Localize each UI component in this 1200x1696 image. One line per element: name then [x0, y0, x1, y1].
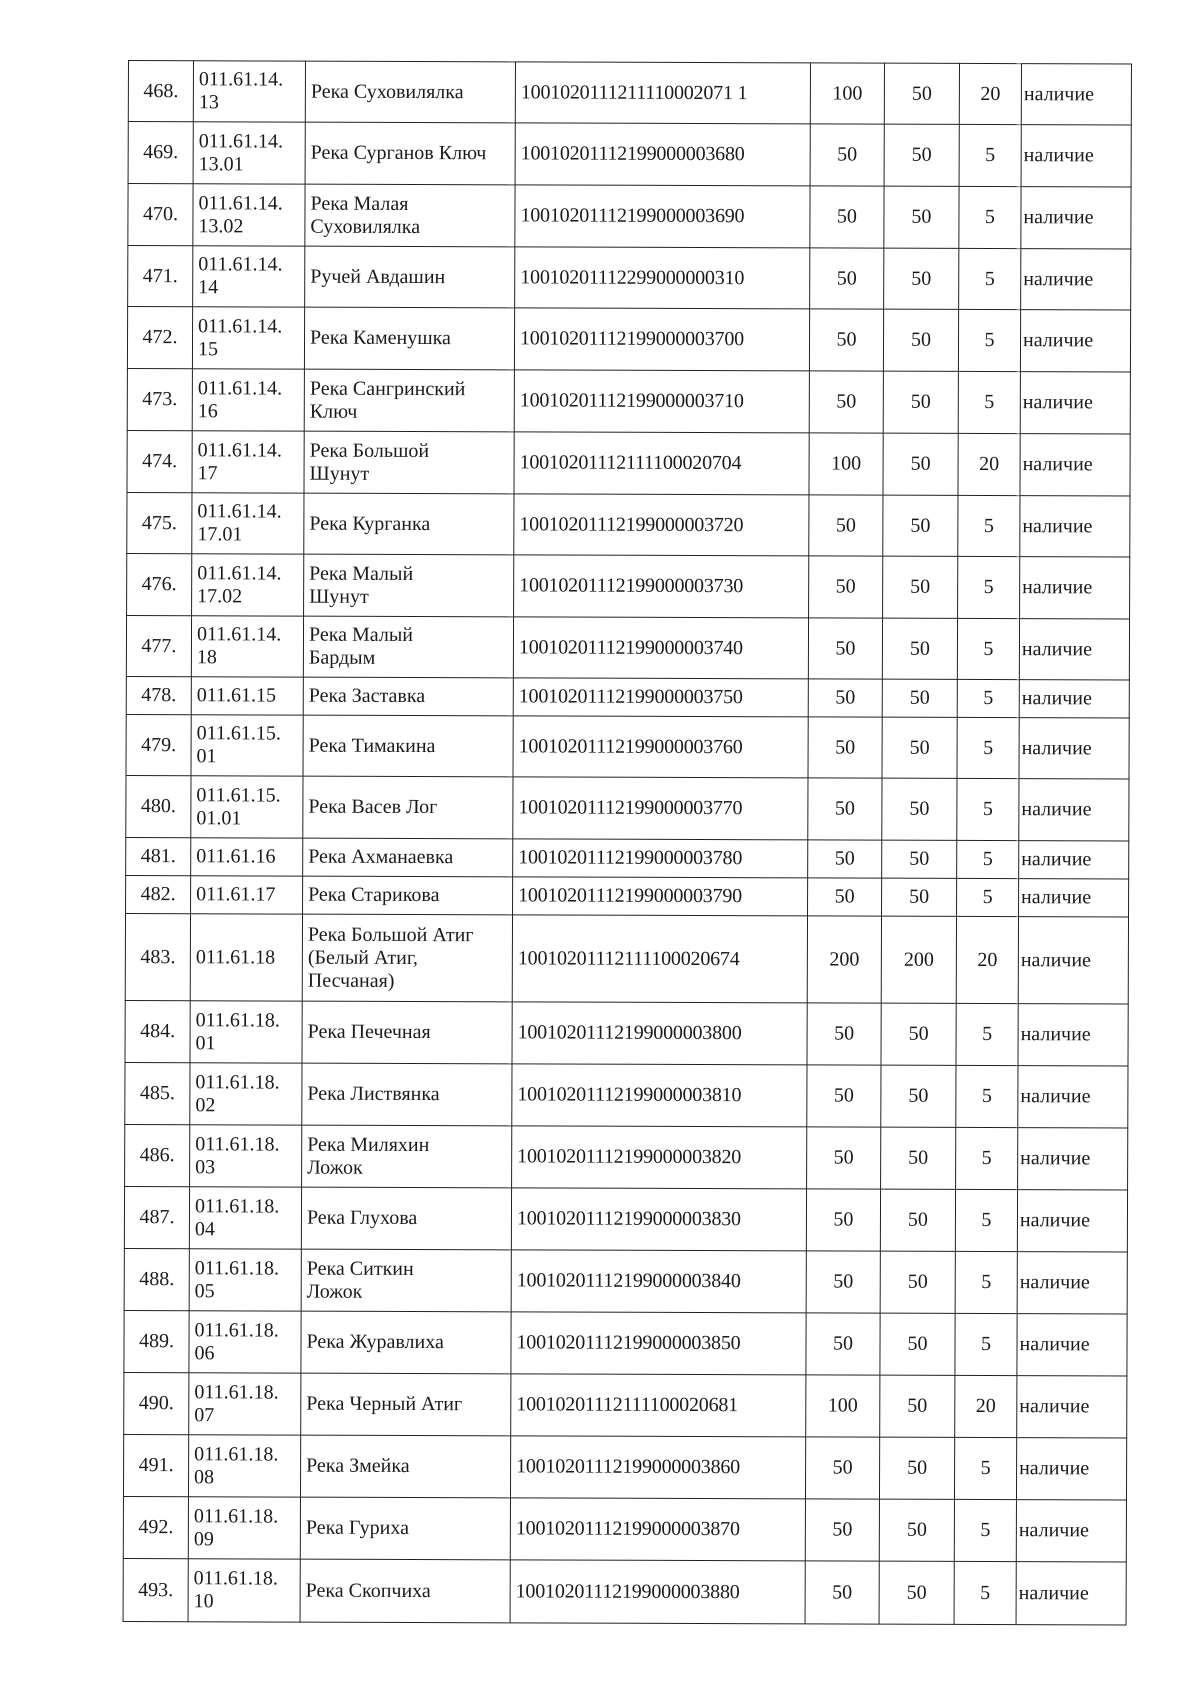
registry-id-cell: 10010201112199000003730 — [514, 555, 809, 618]
table-row — [125, 1124, 1128, 1190]
water-code-cell: 011.61.18. 06 — [189, 1311, 301, 1373]
table-row — [127, 307, 1130, 373]
value-b-cell: 50 — [882, 778, 957, 840]
registry-id-cell: 10010201112199000003800 — [512, 1002, 807, 1065]
row-number-cell: 471. — [128, 246, 193, 307]
row-number-cell: 492. — [123, 1496, 188, 1558]
water-body-name-cell: Река Курганка — [304, 493, 514, 555]
value-a-cell: 50 — [809, 309, 883, 371]
status-cell: наличие — [1020, 372, 1130, 434]
status-cell: наличие — [1019, 718, 1129, 779]
status-cell: наличие — [1021, 125, 1131, 187]
row-number-cell: 480. — [126, 775, 191, 837]
value-c-cell: 5 — [958, 556, 1020, 618]
value-c-cell: 5 — [956, 1127, 1018, 1189]
row-number-cell: 490. — [124, 1372, 189, 1434]
water-body-name-cell: Река Сурганов Ключ — [305, 122, 515, 185]
water-code-cell: 011.61.14. 17.02 — [192, 554, 304, 616]
value-a-cell: 50 — [808, 717, 882, 778]
water-body-name-cell: Река Змейка — [300, 1435, 510, 1498]
row-number-cell: 478. — [126, 676, 191, 714]
row-number-cell: 470. — [128, 184, 193, 246]
value-b-cell: 50 — [880, 1251, 955, 1313]
value-c-cell: 5 — [957, 840, 1019, 878]
registry-id-cell: 10010201112199000003710 — [514, 370, 809, 433]
water-code-cell: 011.61.18. 07 — [189, 1373, 301, 1435]
value-a-cell: 50 — [805, 1499, 879, 1561]
status-cell: наличие — [1017, 1190, 1127, 1252]
water-code-cell: 011.61.18. 05 — [189, 1249, 301, 1311]
row-number-cell: 473. — [127, 368, 192, 430]
value-b-cell: 50 — [880, 1189, 955, 1251]
registry-id-cell: 10010201112199000003830 — [511, 1188, 806, 1251]
status-cell: наличие — [1020, 557, 1130, 619]
row-number-cell: 472. — [127, 307, 192, 369]
water-body-name-cell: Река Малый Шунут — [304, 554, 514, 617]
water-body-name-cell: Река Журавлиха — [301, 1311, 511, 1374]
table-row — [125, 1062, 1128, 1128]
value-b-cell: 50 — [883, 433, 958, 495]
status-cell: наличие — [1019, 619, 1129, 680]
water-body-name-cell: Река Черный Атиг — [301, 1373, 511, 1436]
water-code-cell: 011.61.14. 18 — [191, 616, 303, 677]
value-c-cell: 5 — [957, 679, 1019, 717]
value-b-cell: 50 — [880, 1313, 955, 1375]
status-cell: наличие — [1021, 249, 1131, 310]
value-b-cell: 50 — [883, 371, 958, 433]
row-number-cell: 477. — [126, 615, 191, 676]
row-number-cell: 488. — [124, 1248, 189, 1310]
status-cell: наличие — [1018, 1004, 1128, 1066]
water-body-name-cell: Река Сангринский Ключ — [304, 369, 514, 432]
water-body-name-cell: Река Ситкин Ложок — [301, 1249, 511, 1312]
row-number-cell: 484. — [125, 1000, 190, 1062]
registry-id-cell: 10010201112199000003870 — [510, 1498, 805, 1561]
registry-id-cell: 10010201112199000003680 — [515, 123, 810, 186]
water-code-cell: 011.61.17 — [191, 876, 303, 914]
registry-id-cell: 10010201112199000003770 — [513, 777, 808, 840]
water-body-name-cell: Река Листвянка — [302, 1063, 512, 1126]
value-b-cell: 50 — [883, 309, 958, 371]
table-row — [127, 430, 1130, 496]
water-code-cell: 011.61.14. 13.02 — [193, 184, 305, 246]
value-a-cell: 50 — [805, 1561, 879, 1624]
water-body-name-cell: Река Малая Суховилялка — [305, 184, 515, 247]
water-code-cell: 011.61.14. 17.01 — [192, 493, 304, 554]
status-cell: наличие — [1018, 1066, 1128, 1128]
status-cell: наличие — [1018, 917, 1128, 1004]
water-body-name-cell: Река Ахманаевка — [303, 838, 513, 877]
value-c-cell: 5 — [959, 248, 1021, 309]
value-c-cell: 5 — [958, 495, 1020, 556]
value-b-cell: 50 — [882, 618, 957, 679]
value-b-cell: 50 — [882, 717, 957, 778]
row-number-cell: 491. — [123, 1434, 188, 1496]
value-c-cell: 20 — [956, 916, 1018, 1003]
value-b-cell: 50 — [879, 1561, 954, 1624]
value-c-cell: 5 — [957, 778, 1019, 840]
registry-id-cell: 10010201112199000003740 — [513, 617, 808, 679]
status-cell: наличие — [1016, 1438, 1126, 1500]
water-code-cell: 011.61.14. 17 — [192, 431, 304, 493]
status-cell: наличие — [1019, 779, 1129, 841]
registry-id-cell: 10010201112199000003750 — [513, 678, 808, 717]
table-row — [126, 775, 1129, 841]
value-b-cell: 50 — [880, 1375, 955, 1437]
water-code-cell: 011.61.18. 09 — [188, 1497, 300, 1559]
value-b-cell: 50 — [882, 878, 957, 916]
table-row — [125, 913, 1128, 1004]
value-a-cell: 50 — [809, 495, 883, 556]
table-row — [123, 1558, 1126, 1625]
water-code-cell: 011.61.18. 01 — [190, 1001, 302, 1063]
table-row — [127, 492, 1130, 557]
table-row — [123, 1496, 1126, 1562]
water-code-cell: 011.61.18 — [190, 914, 302, 1001]
status-cell: наличие — [1021, 187, 1131, 249]
table-row — [127, 368, 1130, 434]
water-body-name-cell: Река Каменушка — [304, 307, 514, 370]
water-code-cell: 011.61.14. 16 — [192, 369, 304, 431]
water-body-name-cell: Река Большой Шунут — [304, 431, 514, 494]
value-c-cell: 5 — [956, 1065, 1018, 1127]
value-c-cell: 5 — [954, 1437, 1016, 1499]
registry-id-cell: 10010201112199000003820 — [512, 1126, 807, 1189]
table-row — [128, 184, 1131, 250]
status-cell: наличие — [1019, 680, 1129, 718]
water-code-cell: 011.61.18. 02 — [190, 1063, 302, 1125]
row-number-cell: 475. — [127, 492, 192, 553]
value-a-cell: 50 — [806, 1189, 880, 1251]
registry-id-cell: 10010201112199000003860 — [510, 1436, 805, 1499]
row-number-cell: 493. — [123, 1558, 188, 1621]
registry-id-cell: 10010201112199000003690 — [515, 185, 810, 248]
value-a-cell: 50 — [810, 124, 884, 186]
water-code-cell: 011.61.14. 15 — [192, 307, 304, 369]
status-cell: наличие — [1016, 1500, 1126, 1562]
registry-id-cell: 10010201112299000000310 — [515, 247, 810, 309]
value-a-cell: 50 — [810, 248, 884, 309]
value-c-cell: 5 — [957, 618, 1019, 679]
water-body-name-cell: Река Заставка — [303, 677, 513, 716]
water-code-cell: 011.61.16 — [191, 838, 303, 876]
row-number-cell: 468. — [128, 61, 193, 122]
registry-id-cell: 10010201112199000003840 — [511, 1250, 806, 1313]
status-cell: наличие — [1017, 1376, 1127, 1438]
table-row — [124, 1186, 1127, 1252]
table-row — [124, 1372, 1127, 1438]
status-cell: наличие — [1019, 879, 1129, 917]
registry-id-cell: 10010201112199000003880 — [510, 1560, 805, 1624]
value-c-cell: 5 — [958, 309, 1020, 371]
value-a-cell: 50 — [806, 1313, 880, 1375]
row-number-cell: 476. — [127, 553, 192, 615]
water-code-cell: 011.61.14. 14 — [193, 246, 305, 307]
water-body-name-cell: Река Гуриха — [300, 1497, 510, 1560]
value-c-cell: 20 — [955, 1375, 1017, 1437]
value-b-cell: 50 — [883, 495, 958, 556]
table-row — [126, 615, 1129, 680]
water-code-cell: 011.61.18. 03 — [190, 1125, 302, 1187]
row-number-cell: 474. — [127, 430, 192, 492]
value-a-cell: 50 — [806, 1251, 880, 1313]
water-body-name-cell: Река Тимакина — [303, 715, 513, 777]
status-cell: наличие — [1021, 64, 1131, 125]
row-number-cell: 486. — [125, 1124, 190, 1186]
value-b-cell: 50 — [884, 186, 959, 248]
value-c-cell: 5 — [959, 124, 1021, 186]
table-row — [124, 1248, 1127, 1314]
table-row — [126, 837, 1129, 879]
water-body-name-cell: Ручей Авдашин — [305, 246, 515, 308]
table-row — [126, 676, 1129, 718]
table-row — [126, 875, 1129, 917]
table-row — [127, 553, 1130, 619]
value-a-cell: 50 — [807, 1003, 881, 1065]
value-a-cell: 100 — [809, 433, 883, 495]
status-cell: наличие — [1016, 1562, 1126, 1625]
water-body-name-cell: Река Глухова — [301, 1187, 511, 1250]
value-a-cell: 200 — [807, 916, 881, 1003]
value-c-cell: 20 — [958, 433, 1020, 495]
status-cell: наличие — [1020, 310, 1130, 372]
value-c-cell: 5 — [957, 878, 1019, 916]
value-b-cell: 50 — [882, 679, 957, 717]
registry-id-cell: 10010201112199000003780 — [513, 839, 808, 878]
water-code-cell: 011.61.15. 01 — [191, 715, 303, 776]
status-cell: наличие — [1020, 434, 1130, 496]
water-body-name-cell: Река Большой Атиг (Белый Атиг, Песчаная) — [302, 914, 512, 1002]
registry-id-cell: 10010201112199000003850 — [511, 1312, 806, 1375]
value-a-cell: 50 — [808, 778, 882, 840]
value-b-cell: 50 — [881, 1065, 956, 1127]
water-body-name-cell: Река Скопчиха — [300, 1559, 510, 1623]
water-code-cell: 011.61.14. 13 — [193, 61, 305, 122]
table-body — [123, 61, 1131, 1625]
status-cell: наличие — [1018, 1128, 1128, 1190]
registry-id-cell: 10010201112199000003720 — [514, 494, 809, 556]
water-code-cell: 011.61.15. 01.01 — [191, 776, 303, 838]
water-code-cell: 011.61.15 — [191, 677, 303, 715]
value-c-cell: 5 — [956, 1003, 1018, 1065]
registry-id-cell: 10010201112111100020704 — [514, 432, 809, 495]
table-row — [126, 714, 1129, 779]
table-row — [128, 122, 1131, 188]
value-c-cell: 5 — [955, 1251, 1017, 1313]
value-a-cell: 50 — [808, 840, 882, 878]
value-b-cell: 50 — [884, 248, 959, 309]
value-c-cell: 5 — [957, 717, 1019, 778]
table-row — [128, 246, 1131, 311]
status-cell: наличие — [1020, 496, 1130, 557]
water-bodies-table — [123, 60, 1132, 1625]
row-number-cell: 487. — [124, 1186, 189, 1248]
value-a-cell: 50 — [809, 556, 883, 618]
value-b-cell: 50 — [881, 1127, 956, 1189]
water-body-name-cell: Река Малый Бардым — [303, 616, 513, 678]
registry-id-cell: 10010201112199000003700 — [514, 308, 809, 371]
registry-id-cell: 10010201112199000003760 — [513, 716, 808, 778]
value-b-cell: 200 — [881, 916, 956, 1003]
water-body-name-cell: Река Суховилялка — [305, 61, 515, 123]
value-a-cell: 50 — [807, 1065, 881, 1127]
row-number-cell: 482. — [126, 875, 191, 913]
row-number-cell: 469. — [128, 122, 193, 184]
value-a-cell: 50 — [807, 1127, 881, 1189]
table-row — [125, 1000, 1128, 1066]
value-b-cell: 50 — [884, 63, 959, 124]
row-number-cell: 483. — [125, 913, 190, 1000]
water-body-name-cell: Река Васев Лог — [303, 776, 513, 839]
registry-id-cell: 10010201112199000003810 — [512, 1064, 807, 1127]
row-number-cell: 479. — [126, 714, 191, 775]
table-row — [128, 61, 1131, 126]
row-number-cell: 485. — [125, 1062, 190, 1124]
water-code-cell: 011.61.18. 10 — [188, 1559, 300, 1622]
value-b-cell: 50 — [879, 1499, 954, 1561]
row-number-cell: 489. — [124, 1310, 189, 1372]
status-cell: наличие — [1017, 1252, 1127, 1314]
value-a-cell: 100 — [806, 1375, 880, 1437]
table-row — [123, 1434, 1126, 1500]
status-cell: наличие — [1017, 1314, 1127, 1376]
value-c-cell: 5 — [954, 1499, 1016, 1561]
value-a-cell: 50 — [805, 1437, 879, 1499]
status-cell: наличие — [1019, 841, 1129, 879]
row-number-cell: 481. — [126, 837, 191, 875]
value-c-cell: 5 — [958, 371, 1020, 433]
value-b-cell: 50 — [879, 1437, 954, 1499]
value-c-cell: 5 — [954, 1561, 1016, 1624]
value-c-cell: 5 — [955, 1189, 1017, 1251]
table-row — [124, 1310, 1127, 1376]
value-c-cell: 5 — [959, 186, 1021, 248]
value-c-cell: 5 — [955, 1313, 1017, 1375]
water-code-cell: 011.61.18. 04 — [189, 1187, 301, 1249]
value-b-cell: 50 — [883, 556, 958, 618]
registry-table-wrapper — [123, 60, 1131, 1625]
water-body-name-cell: Река Миляхин Ложок — [302, 1125, 512, 1188]
value-b-cell: 50 — [882, 840, 957, 878]
registry-id-cell: 1001020111211110002071 1 — [515, 62, 810, 124]
value-a-cell: 50 — [808, 878, 882, 916]
value-a-cell: 50 — [808, 679, 882, 717]
value-a-cell: 100 — [810, 63, 884, 124]
water-code-cell: 011.61.18. 08 — [188, 1435, 300, 1497]
registry-id-cell: 10010201112111100020674 — [512, 915, 807, 1003]
water-body-name-cell: Река Старикова — [303, 876, 513, 915]
water-code-cell: 011.61.14. 13.01 — [193, 122, 305, 184]
water-body-name-cell: Река Печечная — [302, 1001, 512, 1064]
value-a-cell: 50 — [810, 186, 884, 248]
value-c-cell: 20 — [959, 63, 1021, 124]
registry-id-cell: 10010201112111100020681 — [511, 1374, 806, 1437]
value-b-cell: 50 — [881, 1003, 956, 1065]
value-b-cell: 50 — [884, 124, 959, 186]
value-a-cell: 50 — [808, 618, 882, 679]
registry-id-cell: 10010201112199000003790 — [513, 877, 808, 916]
value-a-cell: 50 — [809, 371, 883, 433]
